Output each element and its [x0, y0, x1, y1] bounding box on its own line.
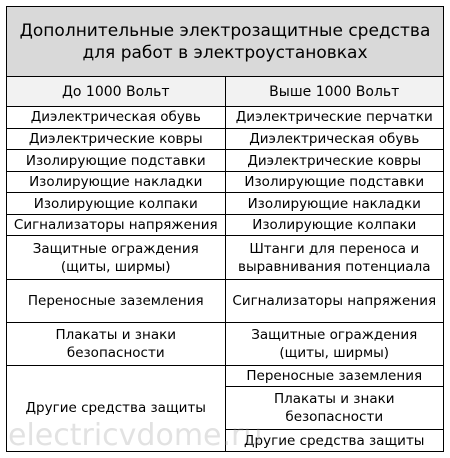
cell-above-1000v: Штанги для переноса и выравнивания потенциала	[225, 236, 444, 279]
cell-above-1000v: Другие средства защиты	[225, 430, 444, 452]
cell-below-1000v: Переносные заземления	[7, 279, 226, 322]
cell-above-1000v: Диэлектрическая обувь	[225, 128, 444, 150]
column-header-above-1000v: Выше 1000 Вольт	[225, 77, 444, 107]
cell-above-1000v: Защитные ограждения (щиты, ширмы)	[225, 322, 444, 365]
cell-below-1000v: Изолирующие колпаки	[7, 193, 226, 215]
cell-above-1000v: Изолирующие накладки	[225, 193, 444, 215]
table-row	[7, 365, 444, 387]
cell-above-1000v: Диэлектрические перчатки	[225, 107, 444, 129]
table-row	[7, 214, 444, 236]
cell-below-1000v: Защитные ограждения (щиты, ширмы)	[7, 236, 226, 279]
table-row	[7, 128, 444, 150]
cell-below-1000v: Плакаты и знаки безопасности	[7, 322, 226, 365]
cell-below-1000v: Другие средства защиты	[7, 365, 226, 451]
protective-equipment-table	[6, 6, 444, 452]
table-row	[7, 150, 444, 172]
table-title: Дополнительные электрозащитные средства для работ в электроустановках	[7, 7, 444, 77]
table-row	[7, 236, 444, 279]
cell-below-1000v: Изолирующие накладки	[7, 171, 226, 193]
cell-below-1000v: Сигнализаторы напряжения	[7, 214, 226, 236]
table-row	[7, 322, 444, 365]
table-row	[7, 193, 444, 215]
cell-below-1000v: Диэлектрические ковры	[7, 128, 226, 150]
cell-above-1000v: Изолирующие подставки	[225, 171, 444, 193]
cell-above-1000v: Переносные заземления	[225, 365, 444, 387]
cell-above-1000v: Сигнализаторы напряжения	[225, 279, 444, 322]
watermark: electricvdome.ru	[8, 418, 263, 453]
table-row	[7, 171, 444, 193]
table-row	[7, 279, 444, 322]
cell-below-1000v: Изолирующие подставки	[7, 150, 226, 172]
column-header-below-1000v: До 1000 Вольт	[7, 77, 226, 107]
cell-above-1000v: Диэлектрические ковры	[225, 150, 444, 172]
cell-above-1000v: Изолирующие колпаки	[225, 214, 444, 236]
table-row	[7, 107, 444, 129]
cell-above-1000v: Плакаты и знаки безопасности	[225, 387, 444, 430]
cell-below-1000v: Диэлектрическая обувь	[7, 107, 226, 129]
